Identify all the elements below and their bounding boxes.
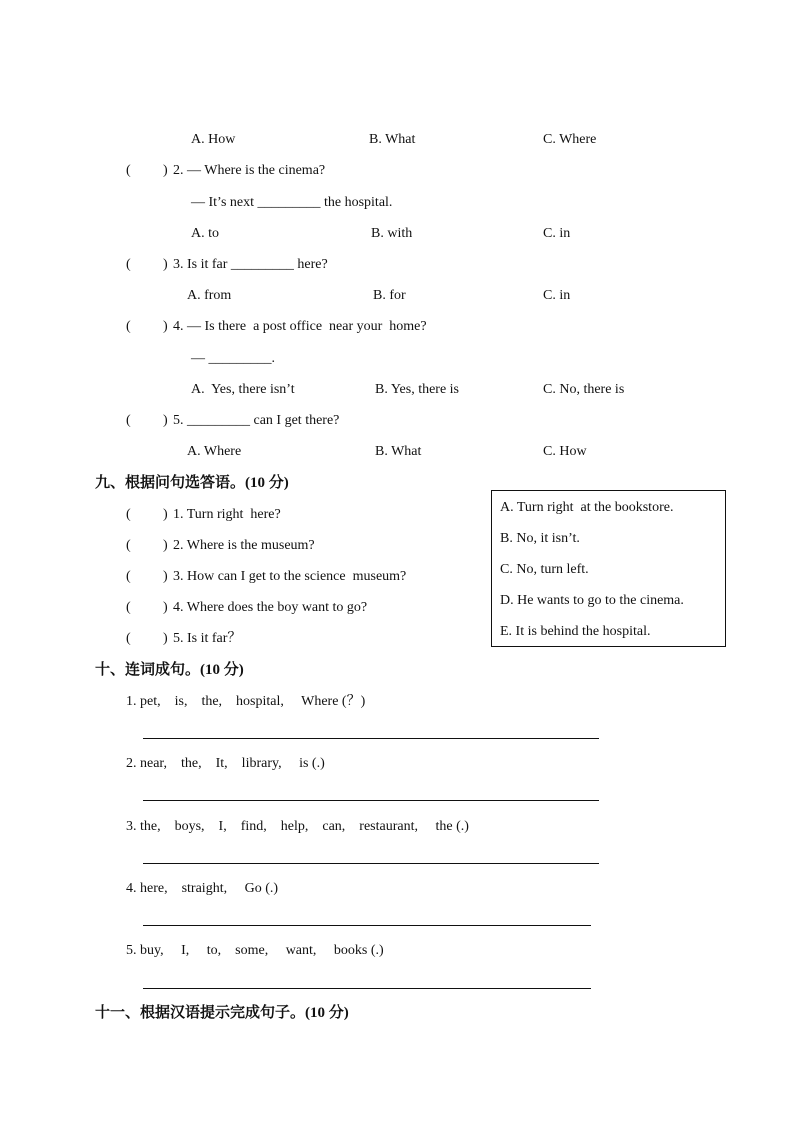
answer-options-box — [491, 490, 726, 647]
s9-question-5: 5. Is it far？ — [173, 631, 242, 646]
q5-paren-close: ) — [163, 413, 168, 428]
q4-option-b: B. Yes, there is — [375, 382, 460, 397]
q4-paren-close: ) — [163, 319, 168, 334]
q3-paren-close: ) — [163, 257, 168, 272]
q5-paren-open: ( — [126, 413, 131, 428]
q2-option-b: B. with — [371, 226, 413, 241]
s9-q4-paren-close: ) — [163, 600, 168, 615]
q3-option-a: A. from — [187, 288, 232, 303]
q1-option-c: C. Where — [543, 132, 597, 147]
s10-item-5: 5. buy, I, to, some, want, books (.) — [126, 943, 384, 958]
q4-option-c: C. No, there is — [543, 382, 625, 397]
s10-answer-line-4[interactable] — [143, 925, 591, 926]
s10-answer-line-2[interactable] — [143, 800, 599, 801]
q2-paren-close: ) — [163, 163, 168, 178]
s9-q4-paren-open: ( — [126, 600, 131, 615]
q5-option-c: C. How — [543, 444, 587, 459]
q5-option-a: A. Where — [187, 444, 242, 459]
q1-option-a: A. How — [191, 132, 236, 147]
s10-item-3: 3. the, boys, I, find, help, can, restaurant, the (.) — [126, 819, 469, 834]
section9-title: 九、根据问句选答语。(10 分) — [95, 475, 289, 491]
q2-option-a: A. to — [191, 226, 219, 241]
s10-answer-line-1[interactable] — [143, 738, 599, 739]
q3-option-c: C. in — [543, 288, 571, 303]
s9-q5-paren-close: ) — [163, 631, 168, 646]
q3-stem: 3. Is it far _________ here? — [173, 257, 328, 272]
s9-question-3: 3. How can I get to the science museum? — [173, 569, 407, 584]
q3-option-b: B. for — [373, 288, 406, 303]
q4-option-a: A. Yes, there isn’t — [191, 382, 295, 397]
s10-item-1: 1. pet, is, the, hospital, Where (？) — [126, 694, 366, 709]
s9-q5-paren-open: ( — [126, 631, 131, 646]
q2-answer-line: — It’s next _________ the hospital. — [191, 195, 393, 210]
q2-option-c: C. in — [543, 226, 571, 241]
answer-option-a: A. Turn right at the bookstore. — [500, 500, 674, 515]
s9-question-4: 4. Where does the boy want to go? — [173, 600, 368, 615]
s10-item-4: 4. here, straight, Go (.) — [126, 881, 279, 896]
q2-paren-open: ( — [126, 163, 131, 178]
s9-question-1: 1. Turn right here? — [173, 507, 281, 522]
s10-item-2: 2. near, the, It, library, is (.) — [126, 756, 325, 771]
q5-stem: 5. _________ can I get there? — [173, 413, 340, 428]
s10-answer-line-3[interactable] — [143, 863, 599, 864]
answer-option-c: C. No, turn left. — [500, 562, 589, 577]
q4-paren-open: ( — [126, 319, 131, 334]
s9-q2-paren-open: ( — [126, 538, 131, 553]
q5-option-b: B. What — [375, 444, 422, 459]
s9-q3-paren-close: ) — [163, 569, 168, 584]
q2-stem: 2. — Where is the cinema? — [173, 163, 326, 178]
s9-q1-paren-close: ) — [163, 507, 168, 522]
answer-option-d: D. He wants to go to the cinema. — [500, 593, 684, 608]
s9-q2-paren-close: ) — [163, 538, 168, 553]
q3-paren-open: ( — [126, 257, 131, 272]
answer-option-e: E. It is behind the hospital. — [500, 624, 651, 639]
section10-title: 十、连词成句。(10 分) — [95, 662, 244, 678]
answer-option-b: B. No, it isn’t. — [500, 531, 580, 546]
q4-answer-line: — _________. — [191, 351, 275, 366]
section11-title: 十一、根据汉语提示完成句子。(10 分) — [95, 1005, 349, 1021]
q1-option-b: B. What — [369, 132, 416, 147]
s9-q1-paren-open: ( — [126, 507, 131, 522]
s9-question-2: 2. Where is the museum? — [173, 538, 315, 553]
q4-stem: 4. — Is there a post office near your home? — [173, 319, 427, 334]
s10-answer-line-5[interactable] — [143, 988, 591, 989]
s9-q3-paren-open: ( — [126, 569, 131, 584]
